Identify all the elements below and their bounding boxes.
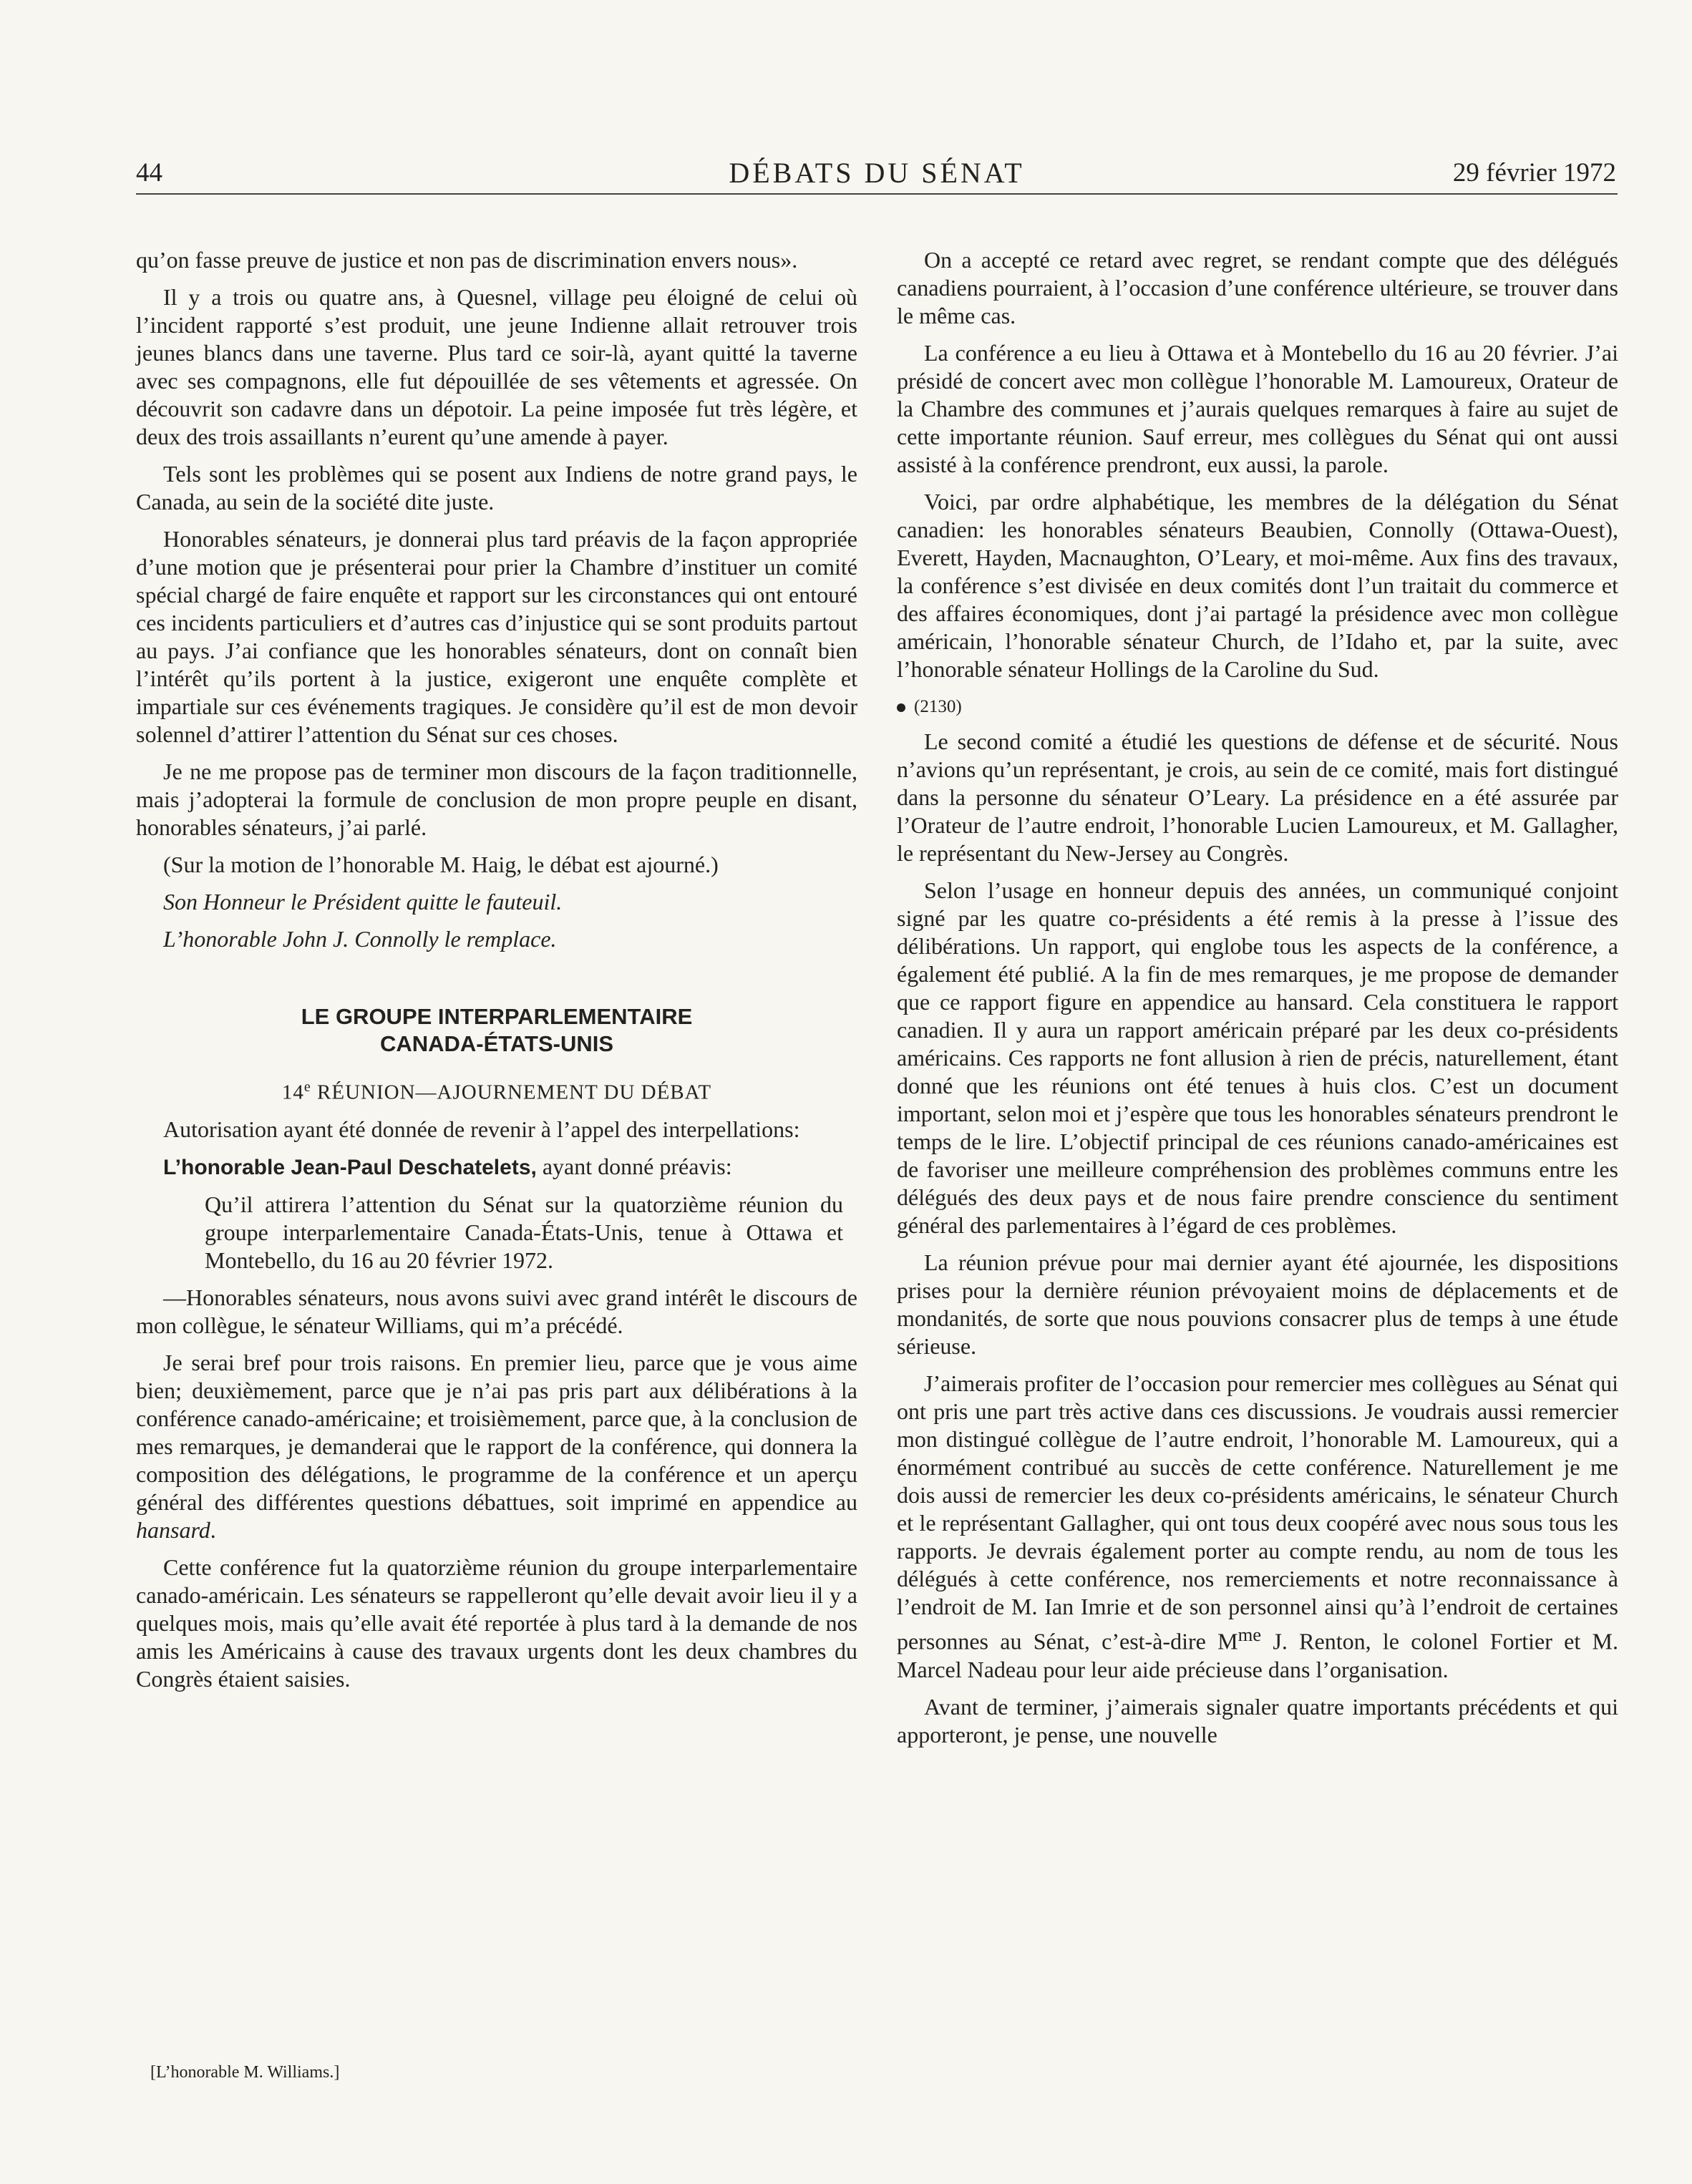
page-header bbox=[136, 153, 1618, 195]
paragraph: (Sur la motion de l’honorable M. Haig, le débat est ajourné.) bbox=[163, 852, 719, 877]
right-column bbox=[897, 246, 1618, 1758]
paragraph: On a accepté ce retard avec regret, se rendant compte que des délégués canadiens pourraient, à l’occasion d’une conférence ultérieure, se trouver dans le même cas. bbox=[897, 247, 1618, 328]
paragraph: Autorisation ayant été donnée de revenir à l’appel des interpellations: bbox=[163, 1116, 800, 1142]
paragraph: Avant de terminer, j’aimerais signaler quatre importants précédents et qui apporteront, je pense, une nouvelle bbox=[897, 1693, 1618, 1747]
paragraph-text: J’aimerais profiter de l’occasion pour remercier mes collègues au Sénat qui ont pris une part très active dans ces discussions. Je voudrais aussi remercier mon distingué collègue de l’autre endroit, l’honorable M. Lamoureux, qui a énormément contribué au succès de cette conférence. Naturellement je me dois aussi de remercier les deux co-présidents américains, le sénateur Church et le représentant Gallagher, qui ont tous deux coopéré avec nous sous tous les rapports. Je devrais également porter au compte rendu, au nom de tous les délégués à cette conférence, nos remerciements et notre reconnaissance à l’endroit de M. Ian Imrie et de son personnel ainsi qu’à l’endroit de certaines personnes au Sénat, c’est-à-dire M bbox=[897, 1370, 1618, 1654]
paragraph: —Honorables sénateurs, nous avons suivi avec grand intérêt le discours de mon collègue, le sénateur Williams, qui m’a précédé. bbox=[136, 1284, 857, 1338]
paragraph: Je ne me propose pas de terminer mon discours de la façon traditionnelle, mais j’adopterai la formule de conclusion de mon propre peuple en disant, honorables sénateurs, j’ai parlé. bbox=[136, 759, 857, 840]
subheading-number: 14 bbox=[281, 1081, 304, 1104]
paragraph bbox=[136, 1153, 857, 1181]
superscript: me bbox=[1238, 1624, 1262, 1645]
subheading-text: RÉUNION—AJOURNEMENT DU DÉBAT bbox=[311, 1081, 712, 1104]
italic-term: hansard bbox=[136, 1516, 210, 1543]
paragraph: Voici, par ordre alphabétique, les membres de la délégation du Sénat canadien: les honorables sénateurs Beaubien, Connolly (Ottawa-Ouest), Everett, Hayden, Macnaughton, O’Leary, et moi-même. Aux fins des travaux, la conférence s’est divisée en deux comités dont l’un traitait du commerce et des affaires économiques, dont j’ai partagé la présidence avec mon collègue américain, l’honorable sénateur Church, de l’Idaho et, par la suite, avec l’honorable sénateur Hollings de la Caroline du Sud. bbox=[897, 489, 1618, 682]
notice-quote: Qu’il attirera l’attention du Sénat sur la quatorzième réunion du groupe interparlementaire Canada-États-Unis, tenue à Ottawa et Montebello, du 16 au 20 février 1972. bbox=[205, 1191, 843, 1273]
paragraph bbox=[136, 1349, 857, 1544]
section-heading bbox=[136, 1003, 857, 1058]
speaker-name: L’honorable Jean-Paul Deschatelets, bbox=[163, 1155, 537, 1179]
paragraph: Le second comité a étudié les questions de défense et de sécurité. Nous n’avions qu’un représentant, je crois, au sein de ce comité, mais fort distingué dans la personne du sénateur O’Leary. La présidence en a été assurée par l’Orateur de l’autre endroit, l’honorable Lucien Lamoureux, et M. Gallagher, le représentant du New-Jersey au Congrès. bbox=[897, 728, 1618, 866]
paragraph: La réunion prévue pour mai dernier ayant été ajournée, les dispositions prises pour la dernière réunion prévoyaient moins de déplacements et de mondanités, de sorte que nous pouvions consacrer plus de temps à une étude sérieuse. bbox=[897, 1249, 1618, 1359]
page-number: 44 bbox=[136, 158, 162, 187]
time-marker-text: (2130) bbox=[914, 697, 962, 716]
section-heading-line: LE GROUPE INTERPARLEMENTAIRE bbox=[301, 1004, 693, 1029]
bullet-icon bbox=[897, 703, 905, 712]
footer-note: [L’honorable M. Williams.] bbox=[150, 2063, 340, 2082]
paragraph: qu’on fasse preuve de justice et non pas de discrimination envers nous». bbox=[136, 247, 798, 273]
stage-direction: Son Honneur le Président quitte le fauteuil. bbox=[163, 889, 563, 915]
page-date: 29 février 1972 bbox=[1452, 158, 1616, 187]
paragraph-text: . bbox=[210, 1516, 216, 1543]
section-heading-line: CANADA-ÉTATS-UNIS bbox=[379, 1031, 614, 1056]
section-subheading bbox=[136, 1073, 857, 1107]
paragraph: Cette conférence fut la quatorzième réunion du groupe interparlementaire canado-américain. Les sénateurs se rappelleront qu’elle devait avoir lieu il y a quelques mois, mais qu’elle avait été reportée à plus tard à la demande de nos amis les Américains à cause des travaux urgents dont les deux chambres du Congrès étaient saisies. bbox=[136, 1554, 857, 1692]
stage-direction: L’honorable John J. Connolly le remplace. bbox=[163, 926, 557, 952]
subheading-sup: e bbox=[303, 1079, 311, 1095]
paragraph bbox=[897, 1370, 1618, 1684]
paragraph: Tels sont les problèmes qui se posent aux Indiens de notre grand pays, le Canada, au sein de la société dite juste. bbox=[136, 461, 857, 515]
paragraph-text: Je serai bref pour trois raisons. En premier lieu, parce que je vous aime bien; deuxièmement, parce que je n’ai pas pris part aux délibérations à la conférence canado-américaine; et troisièmement, parce que, à la conclusion de mes remarques, je demanderai que le rapport de la conférence, qui donnera la composition des délégations, le programme de la conférence et un aperçu général des différentes questions débattues, soit imprimé en appendice au bbox=[136, 1349, 857, 1515]
paragraph-text: J. Renton, le colonel Fortier et M. Marcel Nadeau pour leur aide précieuse dans l’organisation. bbox=[897, 1628, 1619, 1682]
paragraph-text: ayant donné préavis: bbox=[536, 1153, 732, 1179]
page-title: DÉBATS DU SÉNAT bbox=[729, 157, 1025, 189]
paragraph: Selon l’usage en honneur depuis des années, un communiqué conjoint signé par les quatre co-présidents a été remis à la presse à l’issue des délibérations. Un rapport, qui englobe tous les aspects de la conférence, a également été publié. A la fin de mes remarques, je me propose de demander que ce rapport figure en appendice au hansard. Cela constituera le rapport canadien. Il y aura un rapport américain préparé par les deux co-présidents américains. Ces rapports ne font allusion à rien de précis, naturellement, étant donné que les réunions ont été tenues à huis clos. C’est un document important, selon moi et j’espère que tous les honorables sénateurs prendront le temps de le lire. L’objectif principal de ces réunions canado-américaines est de favoriser une meilleure compréhension des problèmes communs entre les délégués des deux pays et de nous faire prendre conscience du sentiment général des parlementaires à l’égard de ces problèmes. bbox=[897, 877, 1618, 1238]
paragraph: Honorables sénateurs, je donnerai plus tard préavis de la façon appropriée d’une motion que je présenterai pour prier la Chambre d’instituer un comité spécial chargé de faire enquête et rapport sur les circonstances qui ont entouré ces incidents particuliers et d’autres cas d’injustice qui se sont produits partout au pays. J’ai confiance que les honorables sénateurs, dont on connaît bien l’intérêt qu’ils portent à la justice, exigeront une enquête complète et impartiale sur ces événements tragiques. Je considère qu’il est de mon devoir solennel d’attirer l’attention du Sénat sur ces choses. bbox=[136, 526, 857, 747]
paragraph: Il y a trois ou quatre ans, à Quesnel, village peu éloigné de celui où l’incident rapporté s’est produit, une jeune Indienne allait retrouver trois jeunes blancs dans une taverne. Plus tard ce soir-là, ayant quitté la taverne avec ses compagnons, elle fut dépouillée de ses vêtements et agressée. On découvrit son cadavre dans un dépotoir. La peine imposée fut très légère, et deux des trois assaillants n’eurent qu’une amende à payer. bbox=[136, 284, 857, 449]
time-marker bbox=[897, 693, 1618, 721]
left-column bbox=[136, 246, 857, 1702]
paragraph: La conférence a eu lieu à Ottawa et à Montebello du 16 au 20 février. J’ai présidé de concert avec mon collègue l’honorable M. Lamoureux, Orateur de la Chambre des communes et j’aurais quelques remarques à faire au sujet de cette importante réunion. Sauf erreur, mes collègues du Sénat qui ont aussi assisté à la conférence prendront, eux aussi, la parole. bbox=[897, 340, 1618, 477]
